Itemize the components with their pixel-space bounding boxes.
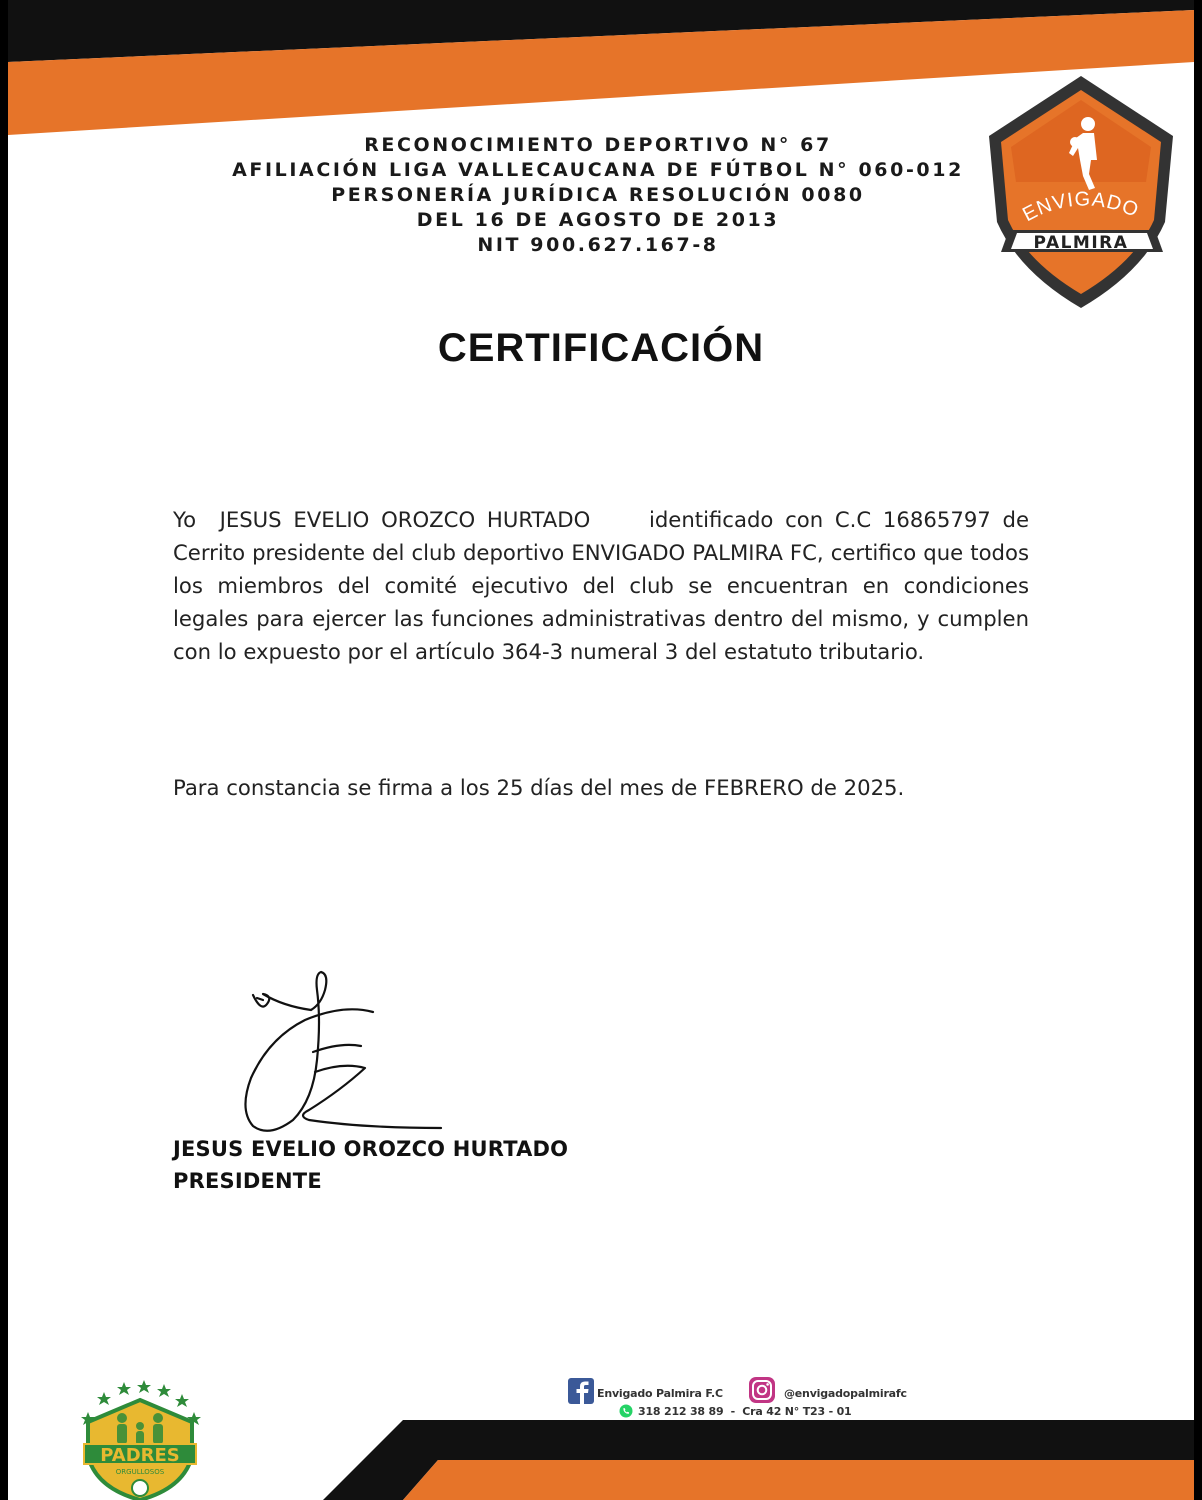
certification-paragraph: Yo JESUS EVELIO OROZCO HURTADO identificado con C.C 16865797 de Cerrito presidente del club deportivo ENVIGADO PALMIRA FC, certifico que todos los miembros del comité ejecutivo del club se encuentran en condiciones legales para ejercer las funciones administrativas dentro del mismo, y cumplen con lo expuesto por el artículo 364-3 numeral 3 del estatuto tributario. (173, 507, 1036, 664)
header-line-nit: NIT 900.627.167-8 (477, 234, 719, 256)
club-shield-logo (983, 72, 1179, 312)
padres-orgullosos-logo (74, 1376, 206, 1500)
signer-role: PRESIDENTE (173, 1169, 322, 1193)
header-block (158, 133, 1038, 258)
header-line-date: DEL 16 DE AGOSTO DE 2013 (416, 209, 780, 231)
logo-text-palmira: PALMIRA (1033, 233, 1129, 253)
header-line-legal: PERSONERÍA JURÍDICA RESOLUCIÓN 0080 (331, 184, 865, 206)
instagram-handle[interactable]: @envigadopalmirafc (784, 1387, 907, 1400)
document-page (8, 0, 1194, 1500)
signer-name: JESUS EVELIO OROZCO HURTADO (173, 1137, 569, 1161)
logo-text-envigado: ENVIGADO (1019, 188, 1143, 227)
instagram-icon[interactable] (748, 1376, 776, 1404)
signing-date-paragraph: Para constancia se firma a los 25 días del mes de FEBRERO de 2025. (173, 775, 905, 800)
facebook-icon[interactable] (568, 1378, 594, 1404)
padres-logo-subtext: ORGULLOSOS (115, 1468, 165, 1476)
handwritten-signature (233, 960, 453, 1140)
contact-info: 318 212 38 89 - Cra 42 N° T23 - 01 (638, 1405, 852, 1418)
bottom-banner-orange (403, 1460, 1194, 1500)
header-line-recognition: RECONOCIMIENTO DEPORTIVO N° 67 (364, 134, 832, 156)
document-title: CERTIFICACIÓN (437, 326, 765, 370)
facebook-handle[interactable]: Envigado Palmira F.C (597, 1387, 723, 1400)
padres-logo-text: PADRES (100, 1445, 180, 1466)
header-line-affiliation: AFILIACIÓN LIGA VALLECAUCANA DE FÚTBOL N° 060-012 (232, 159, 964, 181)
soccer-ball-icon (132, 1480, 148, 1496)
